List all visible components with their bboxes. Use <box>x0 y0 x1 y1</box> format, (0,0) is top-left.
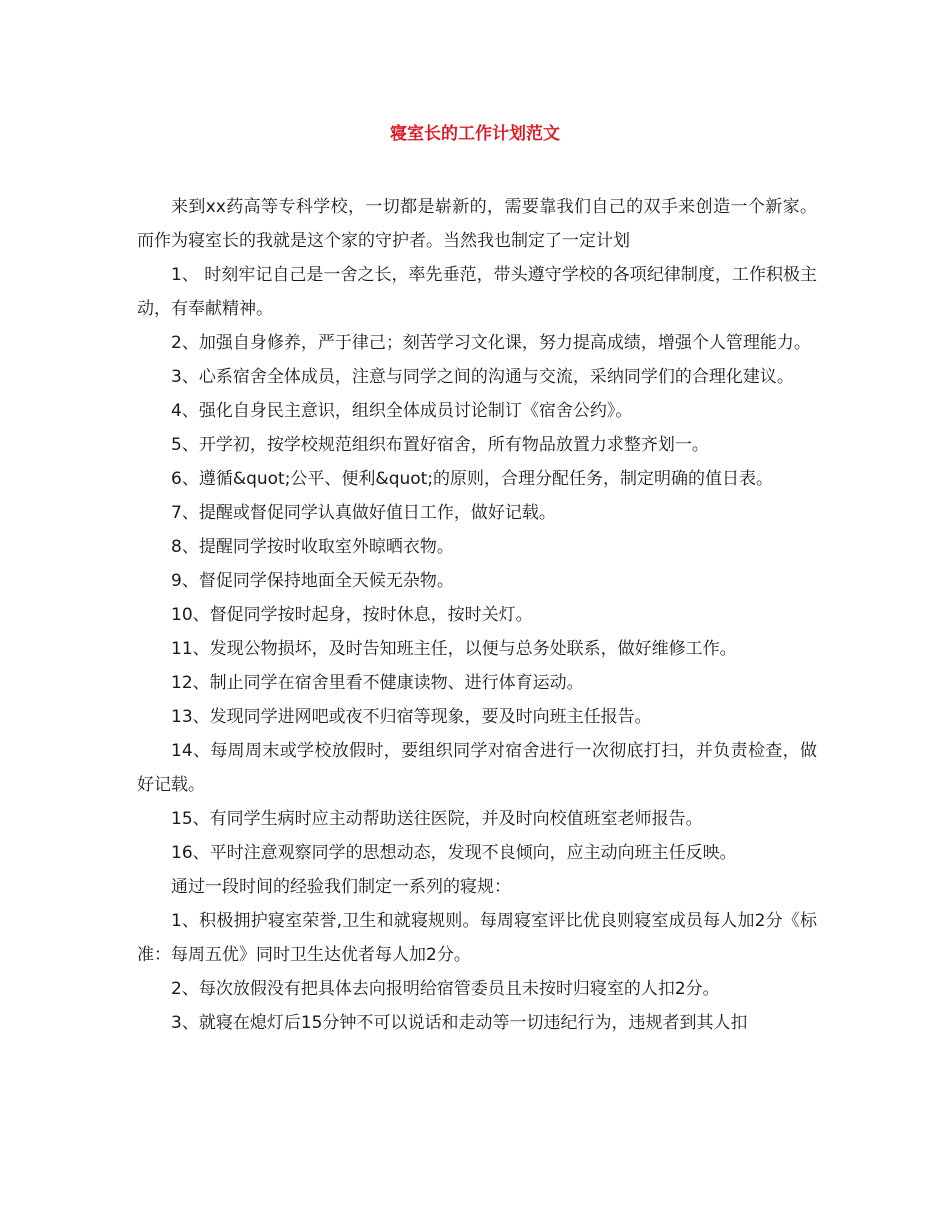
paragraph: 3、就寝在熄灯后15分钟不可以说话和走动等一切违纪行为，违规者到其人扣 <box>171 1013 748 1033</box>
document-title: 寝室长的工作计划范文 <box>390 124 560 144</box>
paragraph: 2、加强自身修养，严于律己；刻苦学习文化课，努力提高成绩，增强个人管理能力。 <box>171 333 811 353</box>
paragraph: 9、督促同学保持地面全天候无杂物。 <box>171 571 454 591</box>
paragraph: 15、有同学生病时应主动帮助送往医院，并及时向校值班室老师报告。 <box>171 809 703 829</box>
paragraph: 来到xx药高等专科学校，一切都是崭新的，需要靠我们自己的双手来创造一个新家。而作为寝室长的我就是这个家的守护者。当然我也制定了一定计划 <box>137 197 817 251</box>
paragraph: 1、积极拥护寝室荣誉,卫生和就寝规则。每周寝室评比优良则寝室成员每人加2分《标准：每周五优》同时卫生达优者每人加2分。 <box>137 911 817 965</box>
paragraph: 12、制止同学在宿舍里看不健康读物、进行体育运动。 <box>171 673 584 693</box>
paragraph: 6、遵循&quot;公平、便利&quot;的原则，合理分配任务，制定明确的值日表。 <box>171 469 774 489</box>
paragraph: 4、强化自身民主意识，组织全体成员讨论制订《宿舍公约》。 <box>171 401 633 421</box>
paragraph: 通过一段时间的经验我们制定一系列的寝规： <box>171 877 511 897</box>
paragraph: 1、 时刻牢记自己是一舍之长，率先垂范，带头遵守学校的各项纪律制度，工作积极主动，有奉献精神。 <box>137 265 817 319</box>
paragraph: 7、提醒或督促同学认真做好值日工作，做好记载。 <box>171 503 556 523</box>
document-body <box>137 190 817 1040</box>
paragraph: 16、平时注意观察同学的思想动态，发现不良倾向，应主动向班主任反映。 <box>171 843 737 863</box>
paragraph: 3、心系宿舍全体成员，注意与同学之间的沟通与交流，采纳同学们的合理化建议。 <box>171 367 794 387</box>
paragraph: 13、发现同学进网吧或夜不归宿等现象，要及时向班主任报告。 <box>171 707 652 727</box>
paragraph: 8、提醒同学按时收取室外晾晒衣物。 <box>171 537 454 557</box>
paragraph: 10、督促同学按时起身，按时休息，按时关灯。 <box>171 605 533 625</box>
paragraph: 14、每周周末或学校放假时，要组织同学对宿舍进行一次彻底打扫，并负责检查，做好记载。 <box>137 741 817 795</box>
paragraph: 5、开学初，按学校规范组织布置好宿舍，所有物品放置力求整齐划一。 <box>171 435 709 455</box>
paragraph: 2、每次放假没有把具体去向报明给宿管委员且未按时归寝室的人扣2分。 <box>171 979 720 999</box>
paragraph: 11、发现公物损坏，及时告知班主任，以便与总务处联系，做好维修工作。 <box>171 639 737 659</box>
